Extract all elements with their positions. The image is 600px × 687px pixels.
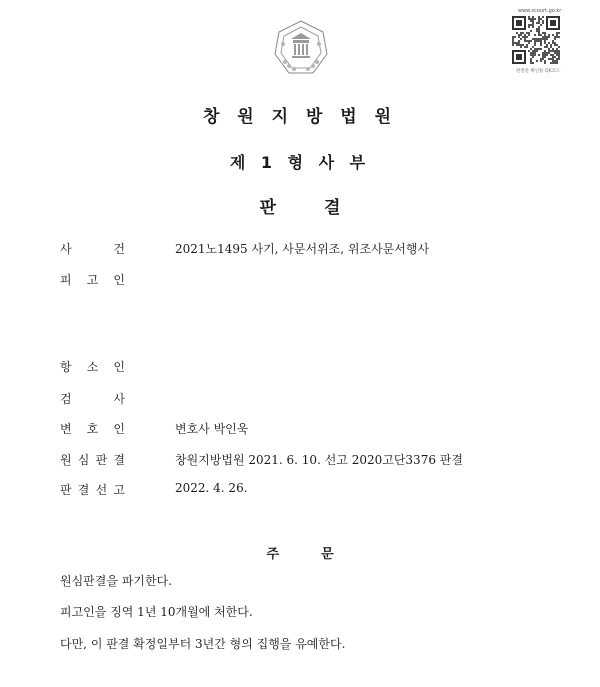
- case-info-label: 사 건: [60, 242, 125, 256]
- case-info-value: 2021노1495 사기, 사문서위조, 위조사문서행사: [175, 242, 430, 256]
- case-info-label: 변 호 인: [60, 422, 125, 436]
- case-info-value: 2022. 4. 26.: [175, 481, 248, 495]
- case-info-row: [0, 481, 600, 501]
- court-name: 창 원 지 방 법 원: [202, 107, 398, 127]
- case-info-row: [0, 390, 600, 410]
- case-info-label: 원 심 판 결: [60, 453, 125, 467]
- order-line: 원심판결을 파기한다.: [60, 574, 172, 588]
- qr-block: [456, 8, 566, 74]
- order-line: 다만, 이 판결 확정일부터 3년간 형의 집행을 유예한다.: [60, 637, 346, 651]
- case-info-row: [0, 451, 600, 471]
- order-line: 피고인을 징역 1년 10개월에 처한다.: [60, 605, 253, 619]
- order-heading: 주문: [266, 547, 376, 562]
- qr-url: www.scourt.go.kr: [518, 8, 562, 14]
- case-info-row: [0, 420, 600, 440]
- case-info-label: 피 고 인: [60, 273, 125, 287]
- case-info-row: [0, 358, 600, 378]
- case-info-label: 검 사: [60, 392, 125, 406]
- court-emblem-icon: [271, 18, 331, 78]
- case-info-label: 판 결 선 고: [60, 483, 125, 497]
- case-info-value: 변호사 박인욱: [175, 422, 249, 436]
- case-info-label: 항 소 인: [60, 360, 125, 374]
- case-info-value: 창원지방법원 2021. 6. 10. 선고 2020고단3376 판결: [175, 453, 463, 467]
- division-name: 제 1 형 사 부: [229, 153, 371, 172]
- qr-caption: 판결문 확인용 QR코드: [516, 69, 561, 74]
- case-info-row: [0, 271, 600, 291]
- qr-code-icon: [512, 16, 560, 64]
- document-title: 판결: [259, 198, 389, 218]
- case-info-row: [0, 240, 600, 260]
